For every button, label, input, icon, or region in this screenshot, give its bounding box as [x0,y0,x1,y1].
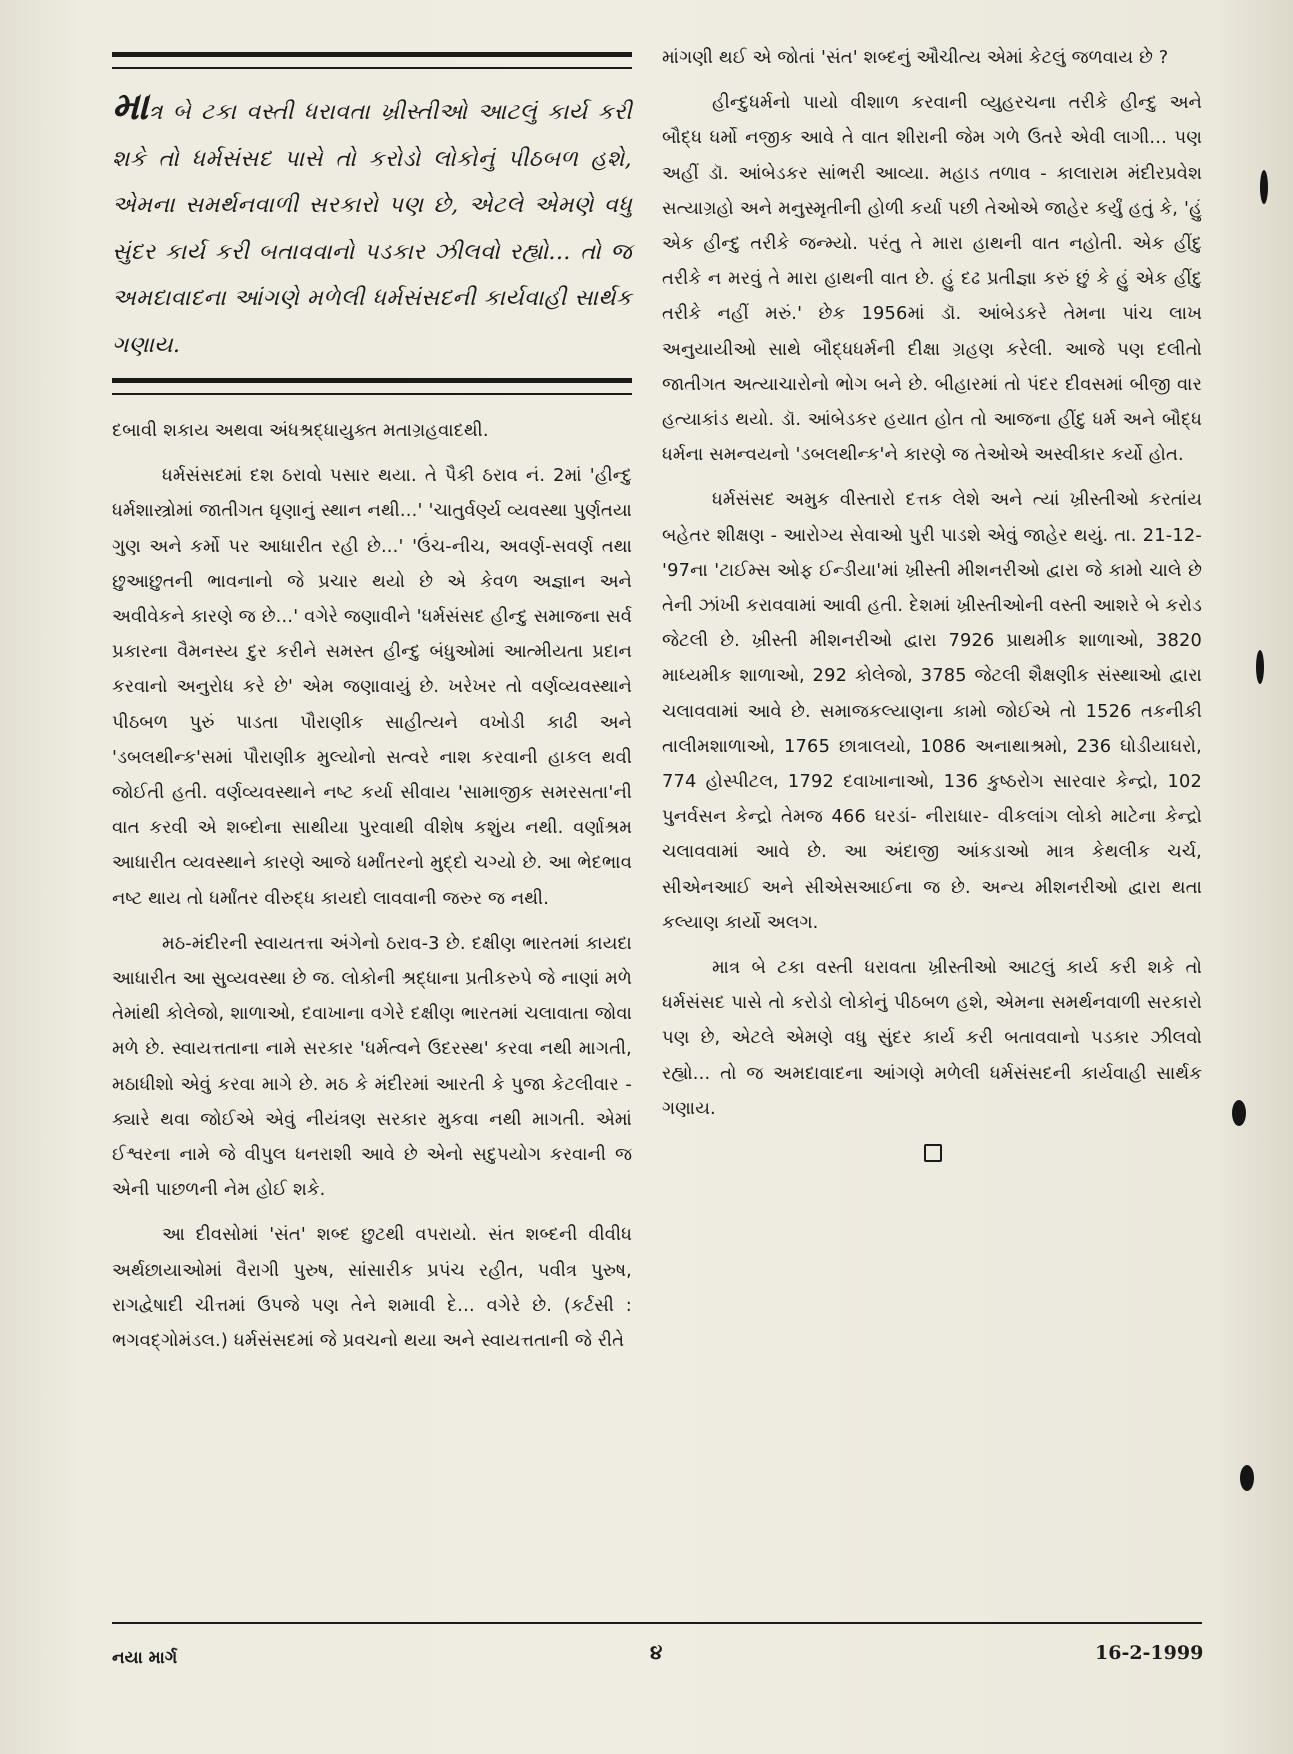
end-of-article-square-icon [924,1144,942,1162]
binding-hole-mark [1232,1100,1246,1126]
pull-quote [112,83,632,368]
right-paragraph-2: હીન્દુધર્મનો પાયો વીશાળ કરવાની વ્યુહરચના તરીકે હીન્દુ અને બૌદ્ધ ધર્મો નજીક આવે તે વાત શીરાની જેમ ગળે ઉતરે એવી લાગી... પણ અહીં ડૉ. આંબેડકર સાંભરી આવ્યા. મહાડ તળાવ - કાલારામ મંદીરપ્રવેશ સત્યાગ્રહો અને મનુસ્મૃતીની હોળી કર્યા પછી તેઓએ જાહેર કર્યું હતું કે, 'હું એક હીન્દુ તરીકે જન્મ્યો. પરંતુ તે મારા હાથની વાત નહોતી. એક હીંદુ તરીકે ન મરવું તે મારા હાથની વાત છે. હું દઢ પ્રતીજ્ઞા કરું છું કે હું એક હીંદુ તરીકે નહીં મરું.' છેક 1956માં ડૉ. આંબેડકરે તેમના પાંચ લાખ અનુયાયીઓ સાથે બૌદ્ધધર્મની દીક્ષા ગ્રહણ કરેલી. આજે પણ દલીતો જાતીગત અત્યાચારોનો ભોગ બને છે. બીહારમાં તો પંદર દીવસમાં બીજી વાર હત્યાકાંડ થયો. ડૉ. આંબેડકર હયાત હોત તો આજના હીંદુ ધર્મ અને બૌદ્ધ ધર્મના સમન્વયનો 'ડબલથીન્ક'ને કારણે જ તેઓએ અસ્વીકાર કર્યો હોત. [662,92,1202,466]
right-paragraph-1: માંગણી થઈ એ જોતાં 'સંત' શબ્દનું ઔચીત્ય એમાં કેટલું જળવાય છે ? [662,47,1169,68]
binding-hole-mark [1260,170,1268,204]
footer-publication-name: નયા માર્ગ [112,1648,178,1668]
right-column [662,40,1202,1162]
footer-page-number: ૪ [650,1640,663,1664]
pull-quote-text: ત્ર બે ટકા વસ્તી ધરાવતા ખ્રીસ્તીઓ આટલું કાર્ય કરી શકે તો ધર્મસંસદ પાસે તો કરોડો લોકોનું પીઠબળ હશે, એમના સમર્થનવાળી સરકારો પણ છે, એટલે એમણે વધુ સુંદર કાર્ય કરી બતાવવાનો પડકાર ઝીલવો રહ્યો... તો જ અમદાવાદના આંગણે મળેલી ધર્મસંસદની કાર્યવાહી સાર્થક ગણાય. [112,99,632,358]
footer-date: 16-2-1999 [1095,1642,1204,1664]
right-paragraph-3: ધર્મસંસદ અમુક વીસ્તારો દત્તક લેશે અને ત્યાં ખ્રીસ્તીઓ કરતાંય બહેતર શીક્ષણ - આરોગ્ય સેવાઓ પુરી પાડશે એવું જાહેર થયું. તા. 21-12-'97ના 'ટાઈમ્સ ઓફ ઈન્ડીયા'માં ખ્રીસ્તી મીશનરીઓ દ્વારા જે કામો ચાલે છે તેની ઝાંખી કરાવવામાં આવી હતી. દેશમાં ખ્રીસ્તીઓની વસ્તી આશરે બે કરોડ જેટલી છે. ખ્રીસ્તી મીશનરીઓ દ્વારા 7926 પ્રાથમીક શાળાઓ, 3820 માધ્યમીક શાળાઓ, 292 કોલેજો, 3785 જેટલી શૈક્ષણીક સંસ્થાઓ દ્વારા ચલાવવામાં આવે છે. સમાજકલ્યાણના કામો જોઈએ તો 1526 તકનીકી તાલીમશાળાઓ, 1765 છાત્રાલયો, 1086 અનાથાશ્રમો, 236 ઘોડીયાઘરો, 774 હોસ્પીટલ, 1792 દવાખાનાઓ, 136 કુષ્ઠરોગ સારવાર કેન્દ્રો, 102 પુનર્વસન કેન્દ્રો તેમજ 466 ઘરડાં- નીરાધાર- વીકલાંગ લોકો માટેના કેન્દ્રો ચલાવવામાં આવે છે. આ અંદાજી આંકડાઓ માત્ર કેથલીક ચર્ચ, સીએનઆઈ અને સીએસઆઈના જ છે. અન્ય મીશનરીઓ દ્વારા થતા કલ્યાણ કાર્યો અલગ. [662,489,1202,933]
left-paragraph-2: ધર્મસંસદમાં દશ ઠરાવો પસાર થયા. તે પૈકી ઠરાવ નં. 2માં 'હીન્દુ ધર્મશાસ્ત્રોમાં જાતીગત ઘૃણાનું સ્થાન નથી...' 'ચાતુર્વર્ણ્ય વ્યવસ્થા પુર્ણતયા ગુણ અને કર્મો પર આધારીત રહી છે...' 'ઉંચ-નીચ, અવર્ણ-સવર્ણ તથા છુઆછુતની ભાવનાનો જે પ્રચાર થયો છે એ કેવળ અજ્ઞાન અને અવીવેકને કારણે જ છે...' વગેરે જણાવીને 'ધર્મસંસદ હીન્દુ સમાજના સર્વ પ્રકારના વૈમનસ્ય દુર કરીને સમસ્ત હીન્દુ બંધુઓમાં આત્મીયતા પ્રદાન કરવાનો અનુરોધ કરે છે' એમ જણાવાયું છે. ખરેખર તો વર્ણવ્યવસ્થાને પીઠબળ પુરું પાડતા પૌરાણીક સાહીત્યને વખોડી કાઢી અને 'ડબલથીન્ક'સમાં પૌરાણીક મુલ્યોનો સત્વરે નાશ કરવાની હાકલ થવી જોઈતી હતી. વર્ણવ્યવસ્થાને નષ્ટ કર્યા સીવાય 'સામાજીક સમરસતા'ની વાત કરવી એ શબ્દોના સાથીયા પુરવાથી વીશેષ કશુંય નથી. વર્ણાશ્રમ આધારીત વ્યવસ્થાને કારણે આજે ધર્માંતરનો મુદ્દો ચગ્યો છે. આ ભેદભાવ નષ્ટ થાય તો ધર્માંતર વીરુદ્ધ કાયદો લાવવાની જરુર જ નથી. [112,465,632,909]
left-paragraph-1: દબાવી શકાય અથવા અંધશ્રદ્ધાયુક્ત મતાગ્રહવાદથી. [112,420,489,441]
pull-quote-bottom-rule [112,378,632,395]
left-paragraph-3: મઠ-મંદીરની સ્વાયતત્તા અંગેનો ઠરાવ-3 છે. દક્ષીણ ભારતમાં કાયદા આધારીત આ સુવ્યવસ્થા છે જ. લોકોની શ્રદ્ધાના પ્રતીકરુપે જે નાણાં મળે તેમાંથી કોલેજો, શાળાઓ, દવાખાના વગેરે દક્ષીણ ભારતમાં ચલાવાતા જોવા મળે છે. સ્વાયત્તતાના નામે સરકાર 'ધર્મત્વને ઉદરસ્થ' કરવા નથી માગતી, મઠાધીશો એવું કરવા માગે છે. મઠ કે મંદીરમાં આરતી કે પુજા કેટલીવાર - ક્યારે થવા જોઈએ એવું નીયંત્રણ સરકાર મુકવા નથી માગતી. એમાં ઈશ્વરના નામે જે વીપુલ ધનરાશી આવે છે એનો સદુપયોગ કરવાની જ એની પાછળની નેમ હોઈ શકે. [112,932,632,1201]
left-paragraph-4: આ દીવસોમાં 'સંત' શબ્દ છુટથી વપરાયો. સંત શબ્દની વીવીધ અર્થછાયાઓમાં વૈરાગી પુરુષ, સાંસારીક પ્રપંચ રહીત, પવીત્ર પુરુષ, રાગદ્વેષાદી ચીત્તમાં ઉપજે પણ તેને શમાવી દે... વગેરે છે. (કર્ટસી : ભગવદ્ગોમંડલ.) ધર્મસંસદમાં જે પ્રવચનો થયા અને સ્વાયત્તતાની જે રીતે [112,1224,632,1352]
right-paragraph-4: માત્ર બે ટકા વસ્તી ધરાવતા ખ્રીસ્તીઓ આટલું કાર્ય કરી શકે તો ધર્મસંસદ પાસે તો કરોડો લોકોનું પીઠબળ હશે, એમના સમર્થનવાળી સરકારો પણ છે, એટલે એમણે વધુ સુંદર કાર્ય કરી બતાવવાનો પડકાર ઝીલવો રહ્યો... તો જ અમદાવાદના આંગણે મળેલી ધર્મસંસદની કાર્યવાહી સાર્થક ગણાય. [662,957,1202,1119]
footer-rule [112,1622,1202,1624]
binding-hole-mark [1256,650,1264,684]
pull-quote-top-rule [112,52,632,69]
pull-quote-dropcap: મા [112,83,149,128]
left-column [112,38,632,1358]
binding-hole-mark [1240,1465,1254,1491]
